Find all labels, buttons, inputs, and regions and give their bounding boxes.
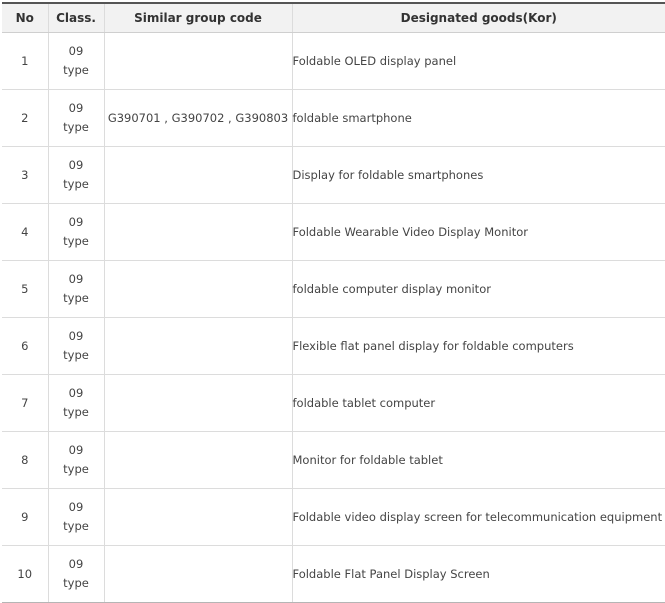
similar-group-code [104, 375, 292, 432]
similar-group-code [104, 546, 292, 603]
class-unit: type [63, 519, 89, 533]
table-row [2, 261, 665, 318]
row-number: 1 [2, 33, 48, 90]
class-unit: type [63, 576, 89, 590]
class-unit: type [63, 120, 89, 134]
class-cell [48, 546, 104, 603]
class-unit: type [63, 234, 89, 248]
header-similar-group-code: Similar group code [104, 3, 292, 33]
designated-goods-table [2, 2, 665, 603]
similar-group-code: G390701 , G390702 , G390803 [104, 90, 292, 147]
similar-group-code [104, 261, 292, 318]
table-row [2, 489, 665, 546]
table-row [2, 375, 665, 432]
similar-group-code [104, 147, 292, 204]
similar-group-code [104, 432, 292, 489]
table-row [2, 90, 665, 147]
class-unit: type [63, 462, 89, 476]
designated-goods: Flexible flat panel display for foldable computers [292, 318, 665, 375]
similar-group-code [104, 318, 292, 375]
class-number: 09 [68, 215, 84, 229]
row-number: 5 [2, 261, 48, 318]
class-cell [48, 432, 104, 489]
designated-goods: Foldable video display screen for telecommunication equipment [292, 489, 665, 546]
row-number: 10 [2, 546, 48, 603]
designated-goods: Foldable OLED display panel [292, 33, 665, 90]
class-cell [48, 33, 104, 90]
class-unit: type [63, 63, 89, 77]
row-number: 4 [2, 204, 48, 261]
table-row [2, 204, 665, 261]
header-class: Class. [48, 3, 104, 33]
row-number: 3 [2, 147, 48, 204]
class-cell [48, 204, 104, 261]
class-number: 09 [68, 443, 84, 457]
table-row [2, 432, 665, 489]
class-number: 09 [68, 101, 84, 115]
designated-goods: foldable computer display monitor [292, 261, 665, 318]
designated-goods: foldable smartphone [292, 90, 665, 147]
designated-goods: Display for foldable smartphones [292, 147, 665, 204]
class-number: 09 [68, 272, 84, 286]
class-number: 09 [68, 386, 84, 400]
header-designated-goods: Designated goods(Kor) [292, 3, 665, 33]
class-cell [48, 318, 104, 375]
designated-goods: foldable tablet computer [292, 375, 665, 432]
class-number: 09 [68, 44, 84, 58]
header-no: No [2, 3, 48, 33]
class-number: 09 [68, 557, 84, 571]
class-cell [48, 261, 104, 318]
similar-group-code [104, 489, 292, 546]
designated-goods: Monitor for foldable tablet [292, 432, 665, 489]
class-unit: type [63, 177, 89, 191]
class-number: 09 [68, 500, 84, 514]
similar-group-code [104, 33, 292, 90]
row-number: 2 [2, 90, 48, 147]
table-header [2, 3, 665, 33]
designated-goods: Foldable Wearable Video Display Monitor [292, 204, 665, 261]
row-number: 8 [2, 432, 48, 489]
class-unit: type [63, 348, 89, 362]
class-cell [48, 489, 104, 546]
table-body [2, 33, 665, 603]
class-unit: type [63, 291, 89, 305]
table-row [2, 546, 665, 603]
similar-group-code [104, 204, 292, 261]
class-unit: type [63, 405, 89, 419]
header-row [2, 3, 665, 33]
class-cell [48, 147, 104, 204]
table-row [2, 33, 665, 90]
table-row [2, 318, 665, 375]
class-cell [48, 90, 104, 147]
class-cell [48, 375, 104, 432]
row-number: 6 [2, 318, 48, 375]
table-row [2, 147, 665, 204]
designated-goods: Foldable Flat Panel Display Screen [292, 546, 665, 603]
row-number: 7 [2, 375, 48, 432]
class-number: 09 [68, 158, 84, 172]
row-number: 9 [2, 489, 48, 546]
class-number: 09 [68, 329, 84, 343]
